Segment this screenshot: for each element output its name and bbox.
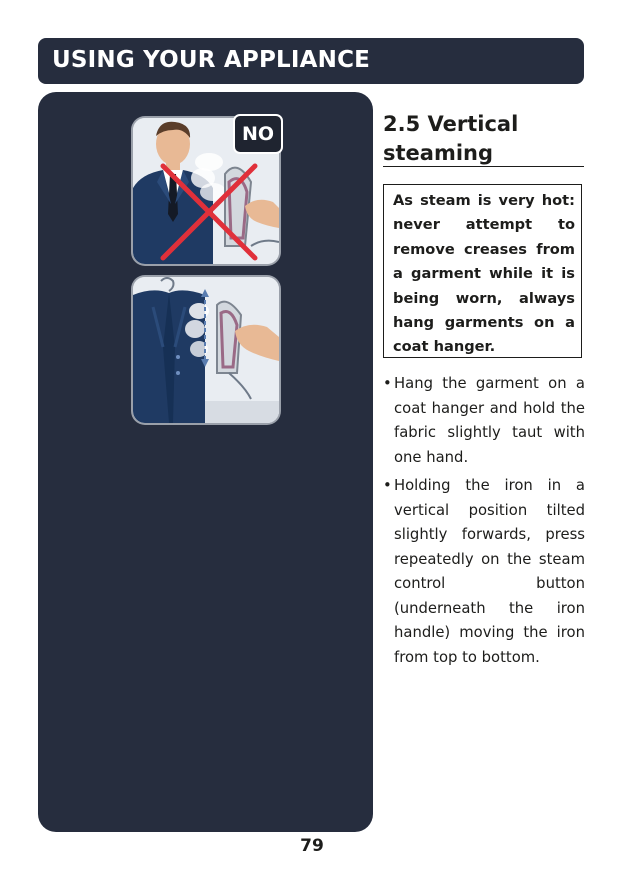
jacket-on-hanger-illustration <box>133 277 279 423</box>
illustration-steaming-hanging-garment <box>133 277 279 423</box>
list-item-text: Hang the garment on a coat hanger and hold the fabric slightly taut with one hand. <box>394 375 585 466</box>
section-title: 2.5 Vertical steaming <box>383 112 519 165</box>
title-underline <box>383 166 584 167</box>
no-badge: NO <box>233 114 283 154</box>
list-item <box>383 474 585 670</box>
section-header-title: USING YOUR APPLIANCE <box>52 47 371 73</box>
bullet-icon: • <box>383 477 392 494</box>
list-item-text: Holding the iron in a vertical position tilted slightly forwards, press repeatedly on the steam control button (underneath the iron handle) moving the iron from top to bottom. <box>394 477 585 666</box>
page-number: 79 <box>300 836 324 856</box>
section-header-bar <box>38 38 584 84</box>
list-item <box>383 372 585 470</box>
bullet-icon: • <box>383 375 392 392</box>
safety-warning-box: As steam is very hot: never attempt to remove creases from a garment while it is being worn, always hang garments on a coat hanger. <box>383 184 582 358</box>
instruction-list <box>383 372 585 674</box>
